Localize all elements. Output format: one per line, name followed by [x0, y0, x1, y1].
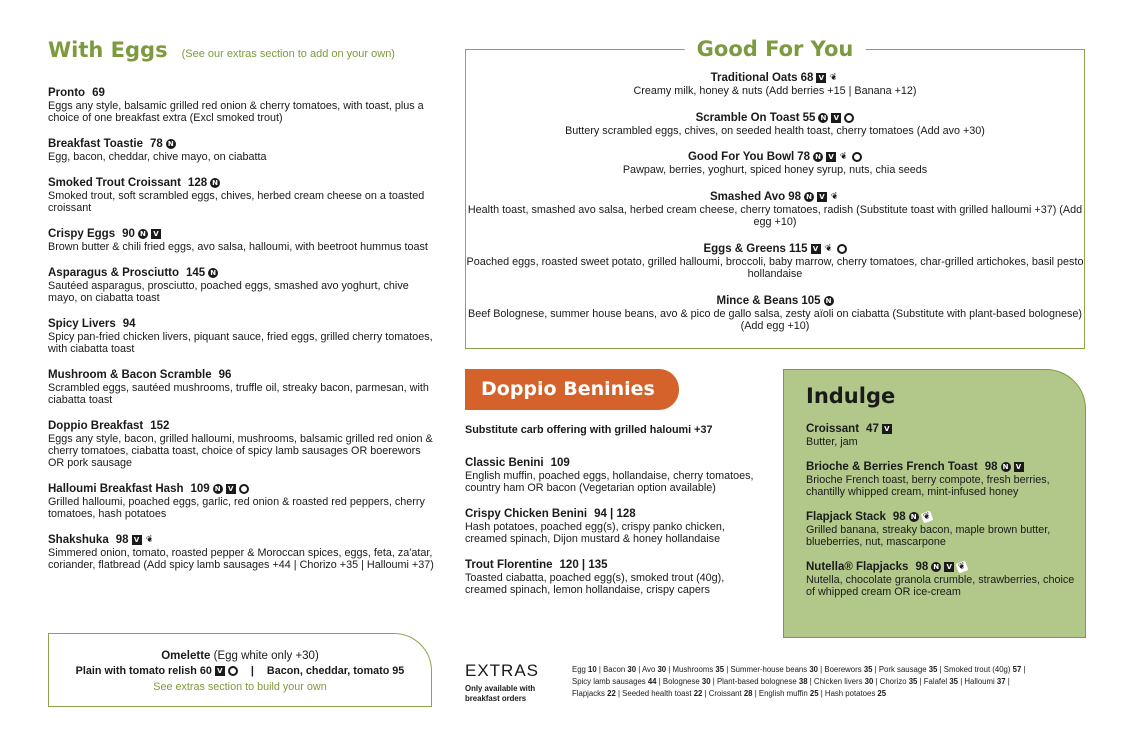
menu-item-price: 78	[150, 138, 163, 150]
menu-item-header	[48, 368, 438, 382]
menu-item	[465, 558, 765, 596]
menu-item-name: Flapjack Stack	[806, 511, 886, 523]
menu-item	[48, 317, 438, 355]
menu-item	[48, 227, 438, 253]
with-eggs-section	[48, 38, 438, 584]
vegetarian-icon: V	[215, 666, 225, 676]
menu-item-desc: Egg, bacon, cheddar, chive mayo, on ciabatta	[48, 151, 267, 163]
menu-item-name: Breakfast Toastie	[48, 138, 144, 150]
leaf-icon: ❦	[838, 151, 850, 163]
menu-item-price: 128	[187, 177, 208, 189]
doppio-beninies-title: Doppio Beninies	[465, 369, 679, 410]
vegetarian-icon: V	[826, 152, 836, 162]
menu-item-desc: Brown butter & chili fried eggs, avo salsa, halloumi, with beetroot hummus toast	[48, 241, 428, 253]
indulge-box	[783, 369, 1086, 638]
menu-item-desc: Nutella, chocolate granola crumble, strawberries, choice of whipped cream OR ice-cream	[806, 574, 1075, 598]
doppio-items	[465, 456, 765, 596]
menu-item-price: 120 | 135	[559, 559, 608, 571]
menu-item-name: Doppio Breakfast	[48, 420, 144, 432]
menu-item-header	[466, 294, 1084, 308]
vegetarian-icon: V	[944, 562, 954, 572]
nuts-icon: N	[909, 512, 919, 522]
omelette-opt2: Bacon, cheddar, tomato	[266, 665, 390, 677]
menu-item-desc: Simmered onion, tomato, roasted pepper & Moroccan spices, eggs, feta, za'atar, coriander, flatbread (Add spicy lamb sausages +44 | Chorizo +35 | Halloumi +37)	[48, 547, 434, 571]
vegetarian-icon: V	[1014, 462, 1024, 472]
menu-item-header	[48, 317, 438, 331]
good-for-you-box	[465, 37, 1085, 349]
menu-item-price: 94 | 128	[594, 508, 636, 520]
menu-item-price: 47	[866, 423, 879, 435]
menu-item-desc: Scrambled eggs, sautéed mushrooms, truffle oil, streaky bacon, parmesan, with ciabatta toast	[48, 382, 429, 406]
menu-item	[466, 111, 1084, 138]
menu-item	[465, 507, 765, 545]
menu-item-name: Mince & Beans	[716, 294, 799, 307]
menu-item-price: 98	[984, 461, 998, 473]
gluten-free-icon	[239, 484, 249, 494]
good-for-you-title: Good For You	[685, 37, 866, 61]
menu-item-desc: Toasted ciabatta, poached egg(s), smoked trout (40g), creamed spinach, lemon hollandaise, crispy capers	[465, 572, 725, 596]
menu-item	[806, 560, 1085, 598]
menu-item-name: Classic Benini	[465, 457, 544, 469]
menu-item	[48, 368, 438, 406]
menu-item-name: Nutella® Flapjacks	[806, 561, 909, 573]
omelette-opt2-price: 95	[392, 665, 405, 677]
menu-item-name: Pronto	[48, 87, 86, 99]
menu-item-header	[466, 111, 1084, 125]
menu-item-desc: Poached eggs, roasted sweet potato, grilled halloumi, broccoli, baby marrow, cherry tomatoes, char-grilled artichokes, basil pesto hollandaise	[466, 255, 1084, 280]
omelette-opt1-price: 60	[199, 665, 212, 677]
omelette-title-sub: (Egg white only +30)	[213, 650, 319, 662]
nuts-icon: N	[818, 113, 828, 123]
menu-item-desc: Pawpaw, berries, yoghurt, spiced honey syrup, nuts, chia seeds	[622, 164, 928, 176]
gluten-free-icon	[852, 152, 862, 162]
menu-item-price: 78	[797, 151, 811, 163]
menu-item	[466, 294, 1084, 333]
menu-item-desc: Health toast, smashed avo salsa, herbed cream cheese, cherry tomatoes, radish (Substitute toast with grilled halloumi +37) (Add egg +10)	[467, 203, 1083, 228]
gluten-free-icon	[837, 244, 847, 254]
menu-item-desc: Eggs any style, bacon, grilled halloumi, mushrooms, balsamic grilled red onion & cherry tomatoes, ciabatta toast, choice of spicy lamb sausages OR boerewors OR pork sausage	[48, 433, 433, 469]
menu-item-price: 145	[186, 267, 206, 279]
vegetarian-icon: V	[811, 244, 821, 254]
menu-item-header	[48, 533, 438, 547]
menu-item-header	[465, 558, 765, 572]
menu-item	[806, 460, 1085, 498]
menu-item-desc: Eggs any style, balsamic grilled red onion & cherry tomatoes, with toast, plus a choice of one breakfast extra (Excl smoked trout)	[48, 100, 424, 124]
vegetarian-icon: V	[882, 424, 892, 434]
menu-item-header	[806, 422, 1085, 436]
menu-item-header	[466, 71, 1084, 85]
nuts-icon: N	[208, 268, 218, 278]
menu-item-desc: Beef Bolognese, summer house beans, avo & pico de gallo salsa, zesty aïoli on ciabatta (Substitute with plant-based bolognese) (Add egg +10)	[468, 307, 1082, 332]
menu-item-header	[465, 456, 765, 470]
menu-item-name: Scramble On Toast	[695, 111, 800, 124]
omelette-opt1: Plain with tomato relish	[75, 665, 197, 677]
menu-item	[48, 419, 438, 469]
menu-item-desc: Grilled banana, streaky bacon, maple brown butter, blueberries, nut, mascarpone	[806, 524, 1051, 548]
nuts-icon: N	[138, 229, 148, 239]
doppio-beninies-section	[465, 424, 765, 609]
vegetarian-icon: V	[816, 73, 826, 83]
menu-item-name: Halloumi Breakfast Hash	[48, 483, 184, 495]
menu-item-name: Shakshuka	[48, 534, 109, 546]
vegetarian-icon: V	[132, 535, 142, 545]
menu-item-desc: Buttery scrambled eggs, chives, on seeded health toast, cherry tomatoes (Add avo +30)	[565, 124, 985, 137]
gluten-free-icon	[844, 113, 854, 123]
menu-item-price: 68	[800, 72, 814, 84]
menu-item-header	[48, 176, 438, 190]
vegetarian-icon: V	[151, 229, 161, 239]
menu-item	[48, 86, 438, 124]
menu-item-desc: Brioche French toast, berry compote, fresh berries, chantilly whipped cream, mint-infused honey	[806, 474, 1050, 498]
with-eggs-title: With Eggs	[48, 38, 168, 62]
menu-item-price: 152	[150, 420, 170, 432]
menu-item	[806, 422, 1085, 448]
menu-item-price: 109	[190, 483, 210, 495]
menu-item-desc: Creamy milk, honey & nuts (Add berries +15 | Banana +12)	[633, 85, 917, 97]
leaf-icon: ❦	[823, 242, 834, 255]
menu-item	[806, 510, 1085, 548]
menu-item	[466, 71, 1084, 98]
menu-item-name: Brioche & Berries French Toast	[806, 461, 978, 473]
menu-item-price: 98	[915, 561, 929, 573]
extras-title: EXTRAS	[465, 661, 540, 680]
menu-item-price: 55	[802, 111, 816, 124]
menu-item-name: Croissant	[806, 423, 860, 435]
menu-item-header	[465, 507, 765, 521]
menu-item-header	[48, 266, 438, 280]
menu-item-name: Trout Florentine	[465, 559, 553, 571]
vegetarian-icon: V	[226, 484, 236, 494]
menu-item-name: Good For You Bowl	[687, 151, 795, 163]
menu-item	[466, 150, 1084, 177]
menu-item-header	[466, 190, 1084, 204]
leaf-icon: ❦	[921, 511, 932, 523]
menu-item-name: Eggs & Greens	[703, 242, 786, 255]
menu-item-header	[48, 482, 438, 496]
menu-item-price: 94	[122, 318, 136, 330]
menu-item-desc: English muffin, poached eggs, hollandaise, cherry tomatoes, country ham OR bacon (Vegetarian option available)	[465, 470, 754, 494]
menu-item-desc: Sautéed asparagus, prosciutto, poached eggs, smashed avo yoghurt, chive mayo, on ciabatta toast	[48, 280, 409, 304]
menu-item-desc: Butter, jam	[806, 436, 858, 448]
good-for-you-items	[466, 50, 1084, 333]
menu-item	[48, 533, 438, 571]
menu-item-price: 105	[801, 294, 821, 307]
menu-item	[48, 137, 438, 163]
nuts-icon: N	[804, 192, 814, 202]
leaf-icon: ❦	[144, 534, 155, 546]
menu-item-desc: Grilled halloumi, poached eggs, garlic, red onion & roasted red peppers, cherry tomatoes, hash potatoes	[48, 496, 425, 520]
menu-item-price: 98	[892, 511, 906, 523]
menu-item-desc: Smoked trout, soft scrambled eggs, chives, herbed cream cheese on a toasted croissant	[48, 190, 425, 214]
menu-item	[466, 242, 1084, 281]
leaf-icon: ❦	[829, 72, 840, 84]
menu-item-name: Spicy Livers	[48, 318, 116, 330]
menu-item	[48, 176, 438, 214]
leaf-icon: ❦	[829, 190, 841, 203]
menu-item-header	[48, 227, 438, 241]
menu-item-desc: Spicy pan-fried chicken livers, piquant sauce, fried eggs, grilled cherry tomatoes, with ciabatta toast	[48, 331, 433, 355]
menu-item	[466, 190, 1084, 229]
menu-item-name: Smoked Trout Croissant	[48, 177, 181, 189]
menu-item-header	[48, 86, 438, 100]
menu-item-price: 98	[788, 190, 801, 203]
nuts-icon: N	[1001, 462, 1011, 472]
extras-list: Egg 10 | Bacon 30 | Avo 30 | Mushrooms 35 | Summer-house beans 30 | Boerewors 35 | Pork sausage 35 | Smoked trout (40g) 57 | Spicy lamb sausages 44 | Bolognese 30 | Plant-based bolognese 38 | Chicken livers 30 | Chorizo 35 | Falafel 35 | Halloumi 37 | Flapjacks 22 | Seeded health toast 22 | Croissant 28 | English muffin 25 | Hash potatoes 25	[572, 665, 1026, 698]
menu-item-header	[806, 560, 1085, 574]
menu-item-price: 96	[218, 369, 232, 381]
extras-note: Only available with breakfast orders	[465, 684, 536, 703]
menu-item	[48, 266, 438, 304]
menu-item-header	[466, 242, 1084, 256]
menu-item-name: Crispy Chicken Benini	[465, 508, 588, 520]
nuts-icon: N	[824, 296, 834, 306]
with-eggs-items	[48, 86, 438, 571]
menu-item-name: Asparagus & Prosciutto	[48, 267, 179, 279]
menu-item-price: 69	[92, 87, 105, 99]
menu-item	[48, 482, 438, 520]
omelette-title: Omelette	[161, 650, 211, 662]
with-eggs-note: (See our extras section to add on your own)	[181, 48, 395, 60]
menu-item	[465, 456, 765, 494]
nuts-icon: N	[813, 152, 823, 162]
omelette-box	[48, 633, 432, 707]
menu-item-desc: Hash potatoes, poached egg(s), crispy panko chicken, creamed spinach, Dijon mustard & honey hollandaise	[465, 521, 725, 545]
menu-item-name: Smashed Avo	[710, 190, 786, 203]
menu-item-price: 115	[788, 242, 808, 255]
omelette-footer: See extras section to build your own	[153, 681, 327, 693]
indulge-items	[806, 422, 1085, 598]
doppio-subline: Substitute carb offering with grilled haloumi +37	[465, 424, 713, 436]
menu-item-price: 90	[122, 228, 135, 240]
menu-item-header	[806, 510, 1085, 524]
gluten-free-icon	[228, 666, 238, 676]
menu-item-name: Traditional Oats	[710, 72, 798, 84]
nuts-icon: N	[166, 139, 176, 149]
nuts-icon: N	[931, 562, 941, 572]
leaf-icon: ❦	[956, 561, 968, 573]
vegetarian-icon: V	[831, 113, 841, 123]
vegetarian-icon: V	[817, 192, 827, 202]
menu-item-price: 98	[115, 534, 129, 546]
indulge-title: Indulge	[806, 384, 896, 408]
omelette-separator: |	[250, 665, 254, 677]
nuts-icon: N	[210, 178, 220, 188]
menu-item-header	[806, 460, 1085, 474]
menu-item-header	[466, 150, 1084, 164]
menu-item-header	[48, 419, 438, 433]
menu-item-name: Mushroom & Bacon Scramble	[48, 369, 212, 381]
nuts-icon: N	[213, 484, 223, 494]
menu-item-name: Crispy Eggs	[48, 228, 116, 240]
menu-item-price: 109	[550, 457, 570, 469]
menu-item-header	[48, 137, 438, 151]
